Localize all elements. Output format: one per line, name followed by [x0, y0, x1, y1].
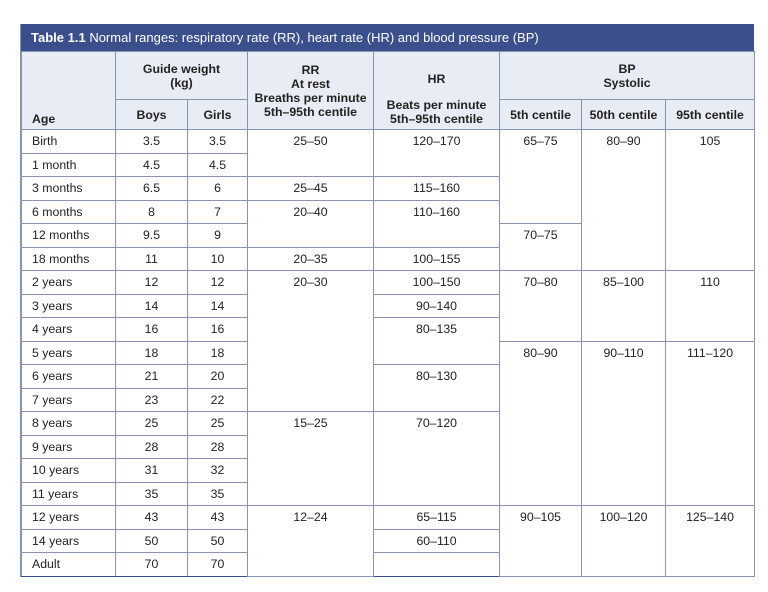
- cell-rr: 25–50: [248, 130, 374, 177]
- header-hr: HR Beats per minute 5th–95th centile: [374, 52, 500, 130]
- cell-age: 18 months: [22, 247, 116, 271]
- cell-hr: 110–160: [374, 200, 500, 247]
- cell-hr: 90–140: [374, 294, 500, 318]
- header-girls: Girls: [188, 100, 248, 130]
- cell-girls: 28: [188, 435, 248, 459]
- cell-girls: 3.5: [188, 130, 248, 154]
- cell-bp95: 105: [666, 130, 755, 271]
- header-bp: BP Systolic: [500, 52, 755, 100]
- cell-rr: 12–24: [248, 506, 374, 577]
- cell-bp95: 111–120: [666, 341, 755, 506]
- cell-boys: 28: [116, 435, 188, 459]
- cell-girls: 4.5: [188, 153, 248, 177]
- cell-age: 2 years: [22, 271, 116, 295]
- header-rr: RR At rest Breaths per minute 5th–95th centile: [248, 52, 374, 130]
- cell-age: 3 years: [22, 294, 116, 318]
- cell-boys: 21: [116, 365, 188, 389]
- header-50th-centile: 50th centile: [582, 100, 666, 130]
- table-row: [22, 130, 755, 154]
- cell-boys: 50: [116, 529, 188, 553]
- cell-boys: 35: [116, 482, 188, 506]
- cell-bp5: 70–80: [500, 271, 582, 342]
- cell-boys: 14: [116, 294, 188, 318]
- cell-bp95: 125–140: [666, 506, 755, 577]
- cell-age: 5 years: [22, 341, 116, 365]
- cell-hr: 80–130: [374, 365, 500, 412]
- cell-bp50: 90–110: [582, 341, 666, 506]
- cell-boys: 70: [116, 553, 188, 577]
- cell-girls: 43: [188, 506, 248, 530]
- cell-rr: 20–30: [248, 271, 374, 412]
- cell-rr: 20–40: [248, 200, 374, 247]
- cell-bp5: 65–75: [500, 130, 582, 224]
- cell-girls: 12: [188, 271, 248, 295]
- cell-girls: 22: [188, 388, 248, 412]
- cell-girls: 32: [188, 459, 248, 483]
- header-guide-weight: Guide weight (kg): [116, 52, 248, 100]
- cell-bp50: 85–100: [582, 271, 666, 342]
- cell-age: 4 years: [22, 318, 116, 342]
- cell-hr: 115–160: [374, 177, 500, 201]
- normal-ranges-table: [21, 51, 755, 577]
- cell-age: 3 months: [22, 177, 116, 201]
- cell-bp5: 90–105: [500, 506, 582, 577]
- cell-age: 10 years: [22, 459, 116, 483]
- cell-age: Birth: [22, 130, 116, 154]
- cell-boys: 11: [116, 247, 188, 271]
- cell-age: 12 years: [22, 506, 116, 530]
- cell-age: 1 month: [22, 153, 116, 177]
- cell-bp5: 70–75: [500, 224, 582, 271]
- cell-boys: 12: [116, 271, 188, 295]
- table-caption: [21, 24, 754, 51]
- cell-girls: 20: [188, 365, 248, 389]
- cell-girls: 50: [188, 529, 248, 553]
- table-row: [22, 506, 755, 530]
- cell-age: Adult: [22, 553, 116, 577]
- cell-girls: 16: [188, 318, 248, 342]
- cell-age: 14 years: [22, 529, 116, 553]
- cell-bp95: 110: [666, 271, 755, 342]
- cell-age: 7 years: [22, 388, 116, 412]
- cell-girls: 25: [188, 412, 248, 436]
- header-age: Age: [22, 52, 116, 130]
- cell-hr: 60–110: [374, 529, 500, 553]
- cell-boys: 6.5: [116, 177, 188, 201]
- cell-boys: 9.5: [116, 224, 188, 248]
- cell-girls: 7: [188, 200, 248, 224]
- cell-boys: 8: [116, 200, 188, 224]
- table-caption-text: Normal ranges: respiratory rate (RR), heart rate (HR) and blood pressure (BP): [89, 30, 539, 45]
- table-caption-label: Table 1.1: [31, 30, 86, 45]
- cell-hr: 120–170: [374, 130, 500, 177]
- cell-hr: 100–155: [374, 247, 500, 271]
- cell-rr: 20–35: [248, 247, 374, 271]
- cell-hr: 80–135: [374, 318, 500, 365]
- cell-age: 11 years: [22, 482, 116, 506]
- cell-age: 8 years: [22, 412, 116, 436]
- cell-age: 6 years: [22, 365, 116, 389]
- cell-boys: 25: [116, 412, 188, 436]
- cell-bp50: 100–120: [582, 506, 666, 577]
- cell-boys: 4.5: [116, 153, 188, 177]
- cell-age: 6 months: [22, 200, 116, 224]
- table-container: [20, 24, 754, 577]
- cell-rr: 25–45: [248, 177, 374, 201]
- cell-boys: 43: [116, 506, 188, 530]
- cell-girls: 6: [188, 177, 248, 201]
- header-boys: Boys: [116, 100, 188, 130]
- cell-boys: 23: [116, 388, 188, 412]
- header-5th-centile: 5th centile: [500, 100, 582, 130]
- cell-hr: 65–115: [374, 506, 500, 530]
- cell-girls: 9: [188, 224, 248, 248]
- cell-girls: 18: [188, 341, 248, 365]
- cell-age: 9 years: [22, 435, 116, 459]
- cell-girls: 35: [188, 482, 248, 506]
- cell-boys: 16: [116, 318, 188, 342]
- cell-girls: 14: [188, 294, 248, 318]
- cell-girls: 70: [188, 553, 248, 577]
- table-row: [22, 271, 755, 295]
- cell-boys: 18: [116, 341, 188, 365]
- cell-boys: 31: [116, 459, 188, 483]
- cell-girls: 10: [188, 247, 248, 271]
- cell-hr: 70–120: [374, 412, 500, 506]
- cell-boys: 3.5: [116, 130, 188, 154]
- header-95th-centile: 95th centile: [666, 100, 755, 130]
- cell-hr-empty: [374, 553, 500, 577]
- cell-age: 12 months: [22, 224, 116, 248]
- cell-rr: 15–25: [248, 412, 374, 506]
- cell-hr: 100–150: [374, 271, 500, 295]
- cell-bp5: 80–90: [500, 341, 582, 506]
- cell-bp50: 80–90: [582, 130, 666, 271]
